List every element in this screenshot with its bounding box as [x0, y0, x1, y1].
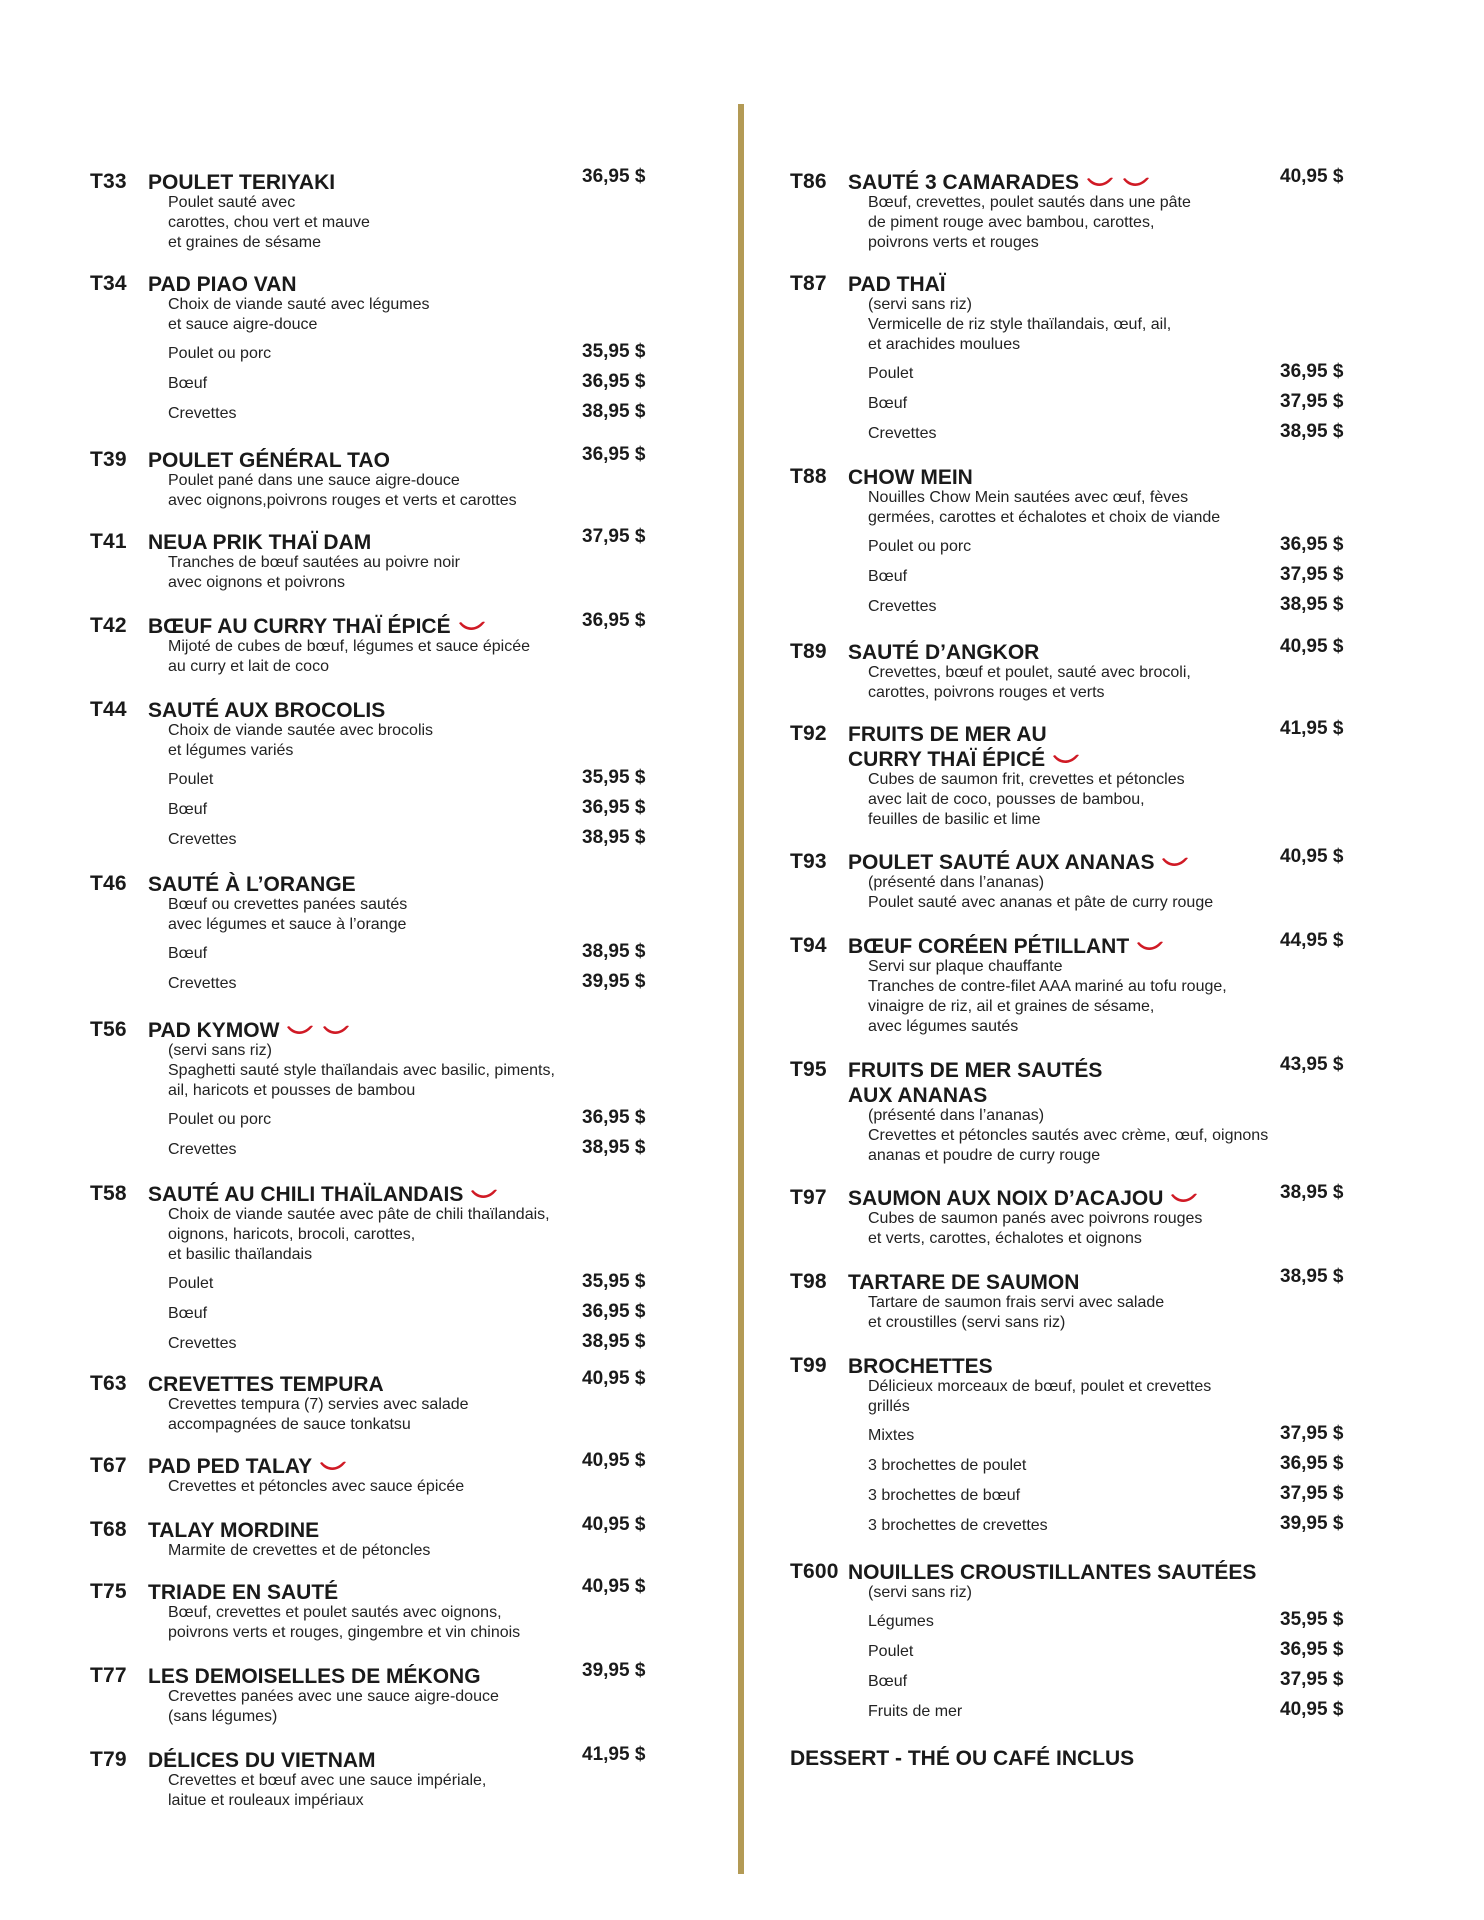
option-price: 37,95 $: [1280, 1483, 1344, 1504]
option-label: 3 brochettes de crevettes: [868, 1517, 1048, 1534]
option-label: Poulet ou porc: [168, 1111, 272, 1128]
item-title-text: NOUILLES CROUSTILLANTES SAUTÉES: [848, 1561, 1257, 1584]
item-description: Cubes de saumon frit, crevettes et pétoncles avec lait de coco, pousses de bambou, feuilles de basilic et lime: [868, 771, 1185, 828]
item-code: T87: [790, 272, 827, 295]
item-description: Crevettes panées avec une sauce aigre-douce (sans légumes): [168, 1688, 499, 1725]
option-price: 36,95 $: [582, 1301, 646, 1322]
item-description: Crevettes et pétoncles avec sauce épicée: [168, 1478, 465, 1495]
item-description: Poulet sauté avec carottes, chou vert et mauve et graines de sésame: [168, 194, 370, 251]
item-title: [148, 1580, 338, 1605]
item-title-text: SAUTÉ À L’ORANGE: [148, 873, 356, 896]
item-title: [148, 170, 335, 195]
option-label: Mixtes: [868, 1427, 915, 1444]
item-code: T67: [90, 1454, 127, 1477]
item-title: [148, 872, 356, 897]
item-price: 38,95 $: [1280, 1182, 1344, 1203]
item-code: T34: [90, 272, 127, 295]
item-code: T68: [90, 1518, 127, 1541]
item-code: T39: [90, 448, 127, 471]
item-description: Bœuf ou crevettes panées sautés avec légumes et sauce à l’orange: [168, 896, 408, 933]
option-price: 38,95 $: [1280, 594, 1344, 615]
item-code: T75: [90, 1580, 127, 1603]
option-price: 36,95 $: [1280, 1453, 1344, 1474]
option-price: 37,95 $: [1280, 564, 1344, 585]
item-price: 40,95 $: [1280, 166, 1344, 187]
item-price: 43,95 $: [1280, 1054, 1344, 1075]
item-code: T33: [90, 170, 127, 193]
item-price: 39,95 $: [582, 1660, 646, 1681]
item-price: 40,95 $: [582, 1368, 646, 1389]
item-title-text: PAD KYMOW: [148, 1019, 280, 1042]
option-label: Bœuf: [868, 568, 908, 585]
option-label: Crevettes: [168, 405, 237, 422]
option-price: 38,95 $: [1280, 421, 1344, 442]
item-code: T89: [790, 640, 827, 663]
option-label: Poulet: [168, 1275, 214, 1292]
item-code: T600: [790, 1560, 839, 1583]
option-label: Légumes: [868, 1613, 934, 1630]
item-title: [148, 530, 371, 555]
item-title: [148, 698, 385, 723]
item-description: Bœuf, crevettes, poulet sautés dans une pâte de piment rouge avec bambou, carottes, poivrons verts et rouges: [868, 194, 1191, 251]
item-title: [148, 1372, 384, 1397]
item-description: Crevettes et bœuf avec une sauce impériale, laitue et rouleaux impériaux: [168, 1772, 487, 1809]
item-code: T93: [790, 850, 827, 873]
item-description: Choix de viande sauté avec légumes et sauce aigre-douce: [168, 296, 430, 333]
item-description: Poulet pané dans une sauce aigre-douce avec oignons,poivrons rouges et verts et carottes: [168, 472, 517, 509]
item-code: T42: [90, 614, 127, 637]
option-label: Crevettes: [168, 1141, 237, 1158]
item-title-text: TALAY MORDINE: [148, 1519, 320, 1542]
item-title-text: SAUTÉ 3 CAMARADES: [848, 171, 1080, 194]
option-price: 40,95 $: [1280, 1699, 1344, 1720]
item-title-text: PAD PIAO VAN: [148, 273, 297, 296]
item-price: 40,95 $: [582, 1450, 646, 1471]
item-description: Mijoté de cubes de bœuf, légumes et sauce épicée au curry et lait de coco: [168, 638, 530, 675]
item-title: [148, 1748, 376, 1773]
item-code: T79: [90, 1748, 127, 1771]
item-title: [148, 448, 390, 473]
item-code: T63: [90, 1372, 127, 1395]
option-price: 35,95 $: [582, 767, 646, 788]
item-description: Choix de viande sautée avec pâte de chili thaïlandais, oignons, haricots, brocoli, carottes, et basilic thaïlandais: [168, 1206, 550, 1263]
item-title-text: POULET TERIYAKI: [148, 171, 336, 194]
item-title-text: TARTARE DE SAUMON: [848, 1271, 1080, 1294]
option-label: Bœuf: [168, 1305, 208, 1322]
item-code: T92: [790, 722, 827, 745]
item-title-text: PAD THAÏ: [848, 273, 946, 296]
item-description: (servi sans riz) Vermicelle de riz style thaïlandais, œuf, ail, et arachides moulues: [868, 296, 1172, 353]
item-code: T46: [90, 872, 127, 895]
option-label: Crevettes: [168, 831, 237, 848]
item-title: [848, 1058, 1102, 1108]
option-price: 35,95 $: [582, 341, 646, 362]
item-title-text: FRUITS DE MER AU CURRY THAÏ ÉPICÉ: [848, 723, 1047, 771]
item-title-text: SAUTÉ AU CHILI THAÏLANDAIS: [148, 1183, 464, 1206]
item-price: 40,95 $: [1280, 636, 1344, 657]
item-title-text: CREVETTES TEMPURA: [148, 1373, 384, 1396]
item-description: (servi sans riz) Spaghetti sauté style thaïlandais avec basilic, piments, ail, haricots et pousses de bambou: [168, 1042, 555, 1099]
item-code: T94: [790, 934, 827, 957]
option-label: Bœuf: [168, 375, 208, 392]
option-price: 35,95 $: [1280, 1609, 1344, 1630]
option-price: 36,95 $: [1280, 534, 1344, 555]
item-title: [848, 722, 1081, 773]
item-title: [148, 272, 297, 297]
item-price: 40,95 $: [1280, 846, 1344, 867]
item-code: T77: [90, 1664, 127, 1687]
item-title-text: BŒUF CORÉEN PÉTILLANT: [848, 935, 1130, 958]
item-price: 36,95 $: [582, 610, 646, 631]
option-price: 38,95 $: [582, 1331, 646, 1352]
option-price: 38,95 $: [582, 401, 646, 422]
item-code: T86: [790, 170, 827, 193]
option-price: 36,95 $: [582, 371, 646, 392]
item-description: Marmite de crevettes et de pétoncles: [168, 1542, 431, 1559]
item-description: (présenté dans l’ananas) Crevettes et pétoncles sautés avec crème, œuf, oignons ananas et poudre de curry rouge: [868, 1107, 1269, 1164]
option-label: Poulet: [868, 1643, 914, 1660]
option-label: Poulet ou porc: [868, 538, 972, 555]
item-title-text: LES DEMOISELLES DE MÉKONG: [148, 1665, 481, 1688]
item-description: Crevettes, bœuf et poulet, sauté avec brocoli, carottes, poivrons rouges et verts: [868, 664, 1191, 701]
item-title-text: SAUMON AUX NOIX D’ACAJOU: [848, 1187, 1164, 1210]
item-title-text: PAD PED TALAY: [148, 1455, 313, 1478]
option-price: 37,95 $: [1280, 1423, 1344, 1444]
item-description: Cubes de saumon panés avec poivrons rouges et verts, carottes, échalotes et oignons: [868, 1210, 1203, 1247]
item-title: [148, 1518, 319, 1543]
option-label: Crevettes: [868, 425, 937, 442]
item-title: [848, 465, 973, 490]
item-title: [148, 1664, 481, 1689]
item-title: [848, 272, 946, 297]
option-label: Crevettes: [868, 598, 937, 615]
item-code: T56: [90, 1018, 127, 1041]
option-label: 3 brochettes de poulet: [868, 1457, 1027, 1474]
item-title-text: BROCHETTES: [848, 1355, 993, 1378]
item-code: T41: [90, 530, 127, 553]
item-code: T97: [790, 1186, 827, 1209]
item-price: 36,95 $: [582, 444, 646, 465]
item-title-text: POULET SAUTÉ AUX ANANAS: [848, 851, 1155, 874]
item-code: T88: [790, 465, 827, 488]
item-description: Délicieux morceaux de bœuf, poulet et crevettes grillés: [868, 1378, 1212, 1415]
option-price: 36,95 $: [1280, 361, 1344, 382]
option-label: Bœuf: [868, 1673, 908, 1690]
option-label: Bœuf: [868, 395, 908, 412]
item-title-text: DÉLICES DU VIETNAM: [148, 1749, 376, 1772]
item-description: Nouilles Chow Mein sautées avec œuf, fèves germées, carottes et échalotes et choix de viande: [868, 489, 1221, 526]
dessert-note: DESSERT - THÉ OU CAFÉ INCLUS: [790, 1747, 1135, 1770]
item-price: 41,95 $: [1280, 718, 1344, 739]
item-description: (présenté dans l’ananas) Poulet sauté avec ananas et pâte de curry rouge: [868, 874, 1214, 911]
item-description: Bœuf, crevettes et poulet sautés avec oignons, poivrons verts et rouges, gingembre et vin chinois: [168, 1604, 521, 1641]
option-label: Crevettes: [168, 1335, 237, 1352]
option-label: Bœuf: [168, 945, 208, 962]
option-label: 3 brochettes de bœuf: [868, 1487, 1021, 1504]
item-price: 40,95 $: [582, 1514, 646, 1535]
item-title-text: CHOW MEIN: [848, 466, 973, 489]
option-label: Crevettes: [168, 975, 237, 992]
item-title-text: SAUTÉ AUX BROCOLIS: [148, 699, 386, 722]
item-description: Tartare de saumon frais servi avec salade et croustilles (servi sans riz): [868, 1294, 1165, 1331]
item-price: 40,95 $: [582, 1576, 646, 1597]
item-title: [848, 1354, 993, 1379]
option-price: 38,95 $: [582, 827, 646, 848]
option-label: Poulet ou porc: [168, 345, 272, 362]
item-code: T99: [790, 1354, 827, 1377]
option-label: Poulet: [868, 365, 914, 382]
item-code: T98: [790, 1270, 827, 1293]
item-price: 38,95 $: [1280, 1266, 1344, 1287]
option-price: 39,95 $: [582, 971, 646, 992]
item-description: (servi sans riz): [868, 1584, 973, 1601]
option-price: 36,95 $: [1280, 1639, 1344, 1660]
option-price: 36,95 $: [582, 1107, 646, 1128]
option-label: Bœuf: [168, 801, 208, 818]
item-price: 36,95 $: [582, 166, 646, 187]
item-description: Tranches de bœuf sautées au poivre noir avec oignons et poivrons: [168, 554, 461, 591]
column-divider: [738, 104, 744, 1874]
option-price: 39,95 $: [1280, 1513, 1344, 1534]
option-label: Poulet: [168, 771, 214, 788]
item-title: [848, 1560, 1256, 1585]
item-title-text: BŒUF AU CURRY THAÏ ÉPICÉ: [148, 615, 451, 638]
item-code: T95: [790, 1058, 827, 1081]
option-label: Fruits de mer: [868, 1703, 963, 1720]
item-price: 41,95 $: [582, 1744, 646, 1765]
item-title-text: SAUTÉ D’ANGKOR: [848, 641, 1040, 664]
option-price: 37,95 $: [1280, 391, 1344, 412]
option-price: 38,95 $: [582, 1137, 646, 1158]
item-description: Crevettes tempura (7) servies avec salade accompagnées de sauce tonkatsu: [168, 1396, 469, 1433]
item-description: Choix de viande sautée avec brocolis et légumes variés: [168, 722, 434, 759]
option-price: 36,95 $: [582, 797, 646, 818]
item-title: [848, 640, 1039, 665]
option-price: 38,95 $: [582, 941, 646, 962]
item-title-text: TRIADE EN SAUTÉ: [148, 1581, 339, 1604]
item-title-text: POULET GÉNÉRAL TAO: [148, 449, 390, 472]
item-title: [848, 1270, 1079, 1295]
item-price: 37,95 $: [582, 526, 646, 547]
item-code: T58: [90, 1182, 127, 1205]
option-price: 37,95 $: [1280, 1669, 1344, 1690]
item-price: 44,95 $: [1280, 930, 1344, 951]
option-price: 35,95 $: [582, 1271, 646, 1292]
item-title-text: FRUITS DE MER SAUTÉS AUX ANANAS: [848, 1059, 1103, 1107]
item-code: T44: [90, 698, 127, 721]
item-title-text: NEUA PRIK THAÏ DAM: [148, 531, 372, 554]
item-description: Servi sur plaque chauffante Tranches de contre-filet AAA mariné au tofu rouge, vinaigre de riz, ail et graines de sésame, avec légumes sautés: [868, 958, 1227, 1035]
